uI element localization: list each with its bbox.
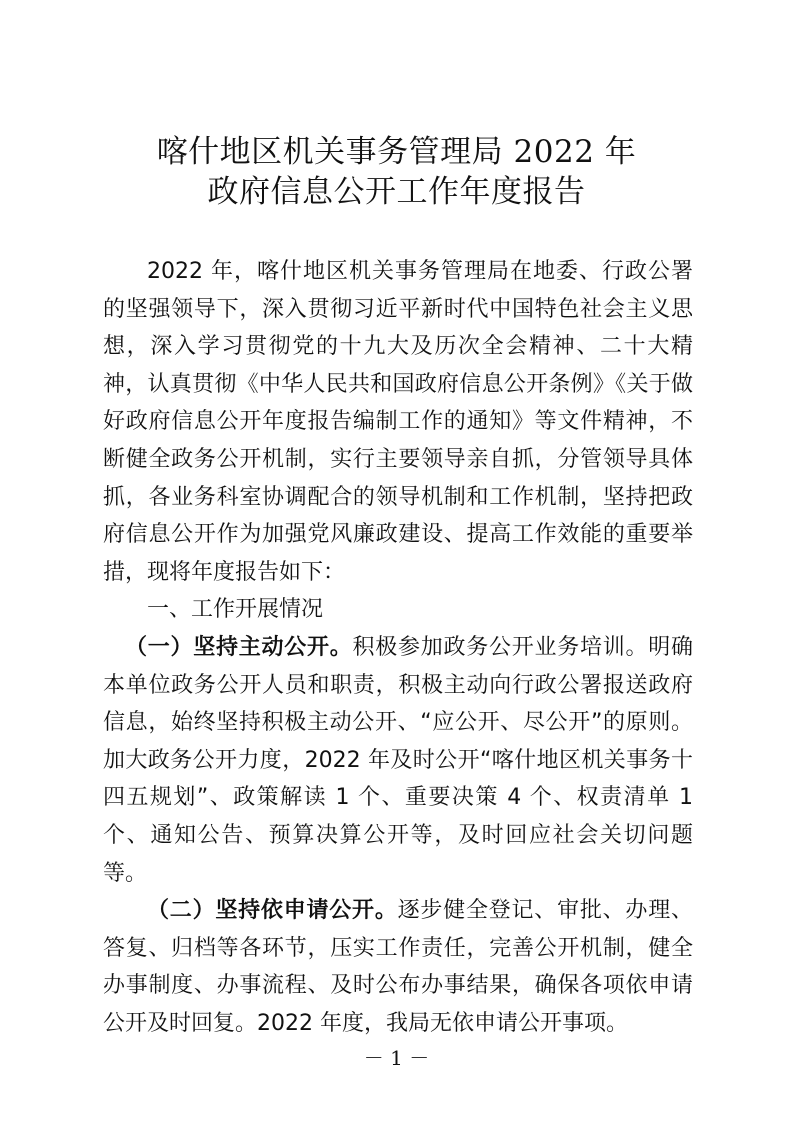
item-1-paragraph [103,629,693,892]
item-2-paragraph [103,892,693,1042]
document-body [103,253,693,1042]
document-title-line-2: 政府信息公开工作年度报告 [207,174,586,210]
item-2-heading: （二）坚持依申请公开。 [147,898,398,924]
item-1-text: 积极参加政务公开业务培训。明确本单位政务公开人员和职责，积极主动向行政公署报送政府信息，始终坚持积极主动公开、“应公开、尽公开”的原则。加大政务公开力度，2022 年及时公开“喀什地区机关事务十四五规划”、政策解读 1 个、重要决策 4 个、权责清单 1 个、通知公告、预算决算公开等，及时回应社会关切问题等。 [103,634,693,886]
page-number: － 1 － [363,1046,430,1070]
item-2-text: 逐步健全登记、审批、办理、答复、归档等各环节，压实工作责任，完善公开机制，健全办事制度、办事流程、及时公布办事结果，确保各项依申请公开及时回复。2022 年度，我局无依申请公开事项。 [103,898,693,1036]
item-1-heading: （一）坚持主动公开。 [125,634,353,660]
intro-paragraph: 2022 年，喀什地区机关事务管理局在地委、行政公署的坚强领导下，深入贯彻习近平新时代中国特色社会主义思想，深入学习贯彻党的十九大及历次全会精神、二十大精神，认真贯彻《中华人民共和国政府信息公开条例》《关于做好政府信息公开年度报告编制工作的通知》等文件精神，不断健全政务公开机制，实行主要领导亲自抓，分管领导具体抓，各业务科室协调配合的领导机制和工作机制，坚持把政府信息公开作为加强党风廉政建设、提高工作效能的重要举措，现将年度报告如下： [103,259,693,585]
section-heading-1: 一、工作开展情况 [147,597,324,623]
document-title-line-1: 喀什地区机关事务管理局 2022 年 [156,134,637,170]
